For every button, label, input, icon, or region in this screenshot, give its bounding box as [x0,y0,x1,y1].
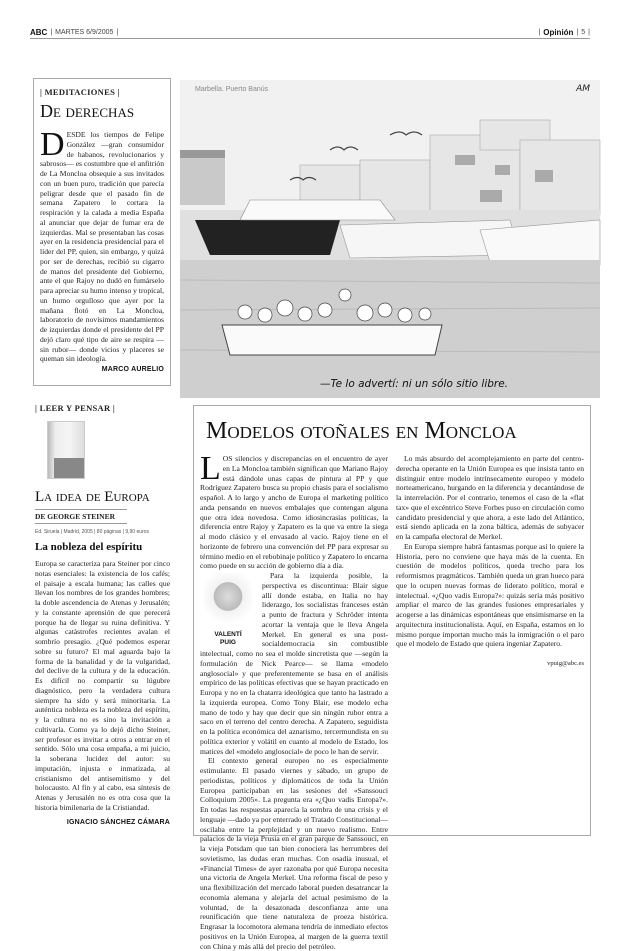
column-body: DESDE los tiempos de Felipe González —gran consumidor de habanos, revolucionarios y sabrosos— es costumbre que el anfitrión de La Moncloa obsequie a sus invitados con un buen puro, tradición que parecía peligrar desde que el pasado fin de semana Zapatero le cortara la respiración y la calada a media España al anunciar que dejar de fumar era de izquierdas. Mal se presentaban las cosas ayer en la residencia presidencial para el líder del PP, quien, sin embargo, y quizá por ser de derechas, recibió su cigarro de manos del presidente del Gobierno, ante el que Rajoy no dudó en fumárselo para apreciar su humo intenso y tropical, un humo orgulloso que ayer por la mañana flotó en La Moncloa, laboratorio de novísimos mandamientos de izquierdas donde el presidente del PP dejó claro qué tipo de aire se respira —sin rubor— donde vicios y placeres se queman sin ideología. [40,126,164,364]
section-kicker: | MEDITACIONES | [40,87,120,97]
review-body: Europa se caracteriza para Steiner por cinco notas esenciales: la existencia de los cafés; el paisaje a escala humana; las calles que llevan los nombres de los grandes hombres; la doble ascendencia de Atenas y Jerusalén; y la constante aprensión de que perecerá porque ha de llegar su ruina definitiva. Y algunas catástrofes recientes avalan el sombrío presagio. ¿Qué podemos esperar sobre su futuro? El mal aguarda bajo la forma de la banalidad y de la vulgaridad, del declive de la cultura y de la educación. Es difícil no compartir su lúgubre diagnóstico, pero la verdadera cultura siempre ha sido y será minoritaria. La auténtica nobleza es la nobleza del espíritu, y la cultura no es sino la invitación a cultivarla. Como ya lo dejó dicho Steiner, ser profesor es invitar a otros a entrar en el sentido. Sólo una cosa empaña, a mi juicio, la soberana lucidez del autor: su imputación, injusta e inmatizada, al cristianismo del antisemitismo y del holocausto. Al fin y al cabo, esa síntesis de Atenas y Jerusalén no es otra cosa que la historia bimilenaria de la Cristiandad. [35,559,170,812]
cartoon [180,80,600,398]
section-name: Opinión [543,28,574,37]
date: MARTES 6/9/2005 [55,29,114,36]
cartoonist-signature: AM [576,84,590,94]
column-author: MARCO AURELIO [101,366,164,373]
main-article [193,405,591,951]
page-number: 5 [581,29,586,36]
book-author: DE GEORGE STEINER [35,509,127,524]
article-column-1: LOS silencios y discrepancias en el encuentro de ayer en La Moncloa también significan que Mariano Rajoy está dándole unas capas de pintura al PP y que Rodríguez Zapatero busca su propio chasis para el socialismo español. A lo largo y ancho de Europa el marketing político anda pensando en nuevos embalajes que contengan alguna que otra idea novedosa. Como idiosincrasias políticas, la diferencia entre Rajoy y Zapatero es la que va entre la siega al modo clásico y el envasado al vacío. Rajoy tiene en el horizonte de febrero una convención del PP para expresar su término medio en el rebobinaje político y Zapatero lo encarna como puede en su acción de gobierno día a día. VALENTÍ PUIG Para la izquierda posible, la perspectiva es discontinua: Blair sigue allí donde estaba, en Italia no hay liderazgo, los socialistas franceses están a punto de fractura y Schröder intenta acortar la ventaja que le lleva Angela Merkel. En general es una post-socialdemocracia sin combustible intelectual, como no sea el molde sincretista que —según la formulación de Nick Pearce— se llama «modelo anglosocial» y que preferentemente se basa en el análisis empírico de las políticas efectivas que se hayan practicado en Europa y no en la chatarra ideológica que tanto ha lastrado a la izquierda europea. Como Tony Blair, ese modelo echa mano de todo y hay que decir que sin ningún rubor entra a saco en el terreno del centro derecha. A Zapatero, seguidista en la política económica del aznarismo, tercermundista en su política exterior y volátil en cuanto al modelo de Estado, los matices del «modelo anglosocial» de poco le han de servir. El contexto general europeo no es especialmente estimulante. El pasado viernes y sábado, un grupo de periodistas, políticos y diplomáticos de toda la Unión Europea participaban en las sesiones del «Sanssouci Colloquium 2005». La pregunta era «¿Quo vadis Europa?». En todas las respuestas aparecía la sombra de una crisis y el lenguaje —dado ya por enterrado el Tratado Constitucional— oscilaba entre la perplejidad y un nuevo realismo. Entre palacios de la vieja Prusia en el gran parque de Sanssouci, en la vieja Potsdam que tan bien conociera las herrumbres del sovietismo, las dudas eran muchas. Con osadía inusual, el «Financial Times» de ayer razonaba por qué Europa necesita una victoria de Angela Merkel. Una reforma fiscal de peso y una flexibilización del mercado laboral pueden desatrancar la economía alemana y alejarla del actual pesimismo de la voluntad, de la desazonada desconfianza ante una reunificación que tiene naturaleza de proeza histórica. Engrasar la locomotora alemana tendría de inmediato efectos positivos en la Unión Europea, al margen de la guerra textil con China y más allá del precio del petróleo. [200,450,388,951]
cartoon-illustration [180,80,600,398]
meditaciones-column [33,78,171,386]
author-name: VALENTÍ PUIG [214,631,242,646]
article-title: Modelos otoñales en Moncloa [206,418,517,444]
review-author: IGNACIO SÁNCHEZ CÁMARA [66,818,170,826]
drop-cap: D [40,126,65,163]
brand: ABC [30,28,48,37]
section-kicker: | LEER Y PENSAR | [35,403,116,413]
review-headline: La nobleza del espíritu [35,541,143,553]
column-title: De derechas [40,101,135,121]
page-header-right: | Opinión | 5 | [538,28,590,37]
book-title: La idea de Europa [35,489,150,505]
author-email[interactable]: vpuig@abc.es [547,660,584,667]
page-header-left: ABC | MARTES 6/9/2005 | [30,28,119,37]
article-column-2: Lo más absurdo del acomplejamiento en parte del centro-derecha operante en la Unión Europea es que insista tanto en distinguir entre modelo intrínsecamente europeo y modelo norteamericano, hurgando en la diferencia y decantándose de la interrelación. Por el contrario, tenemos el caso de la «flat tax» que el excéntrico Steve Forbes puso en circulación como candidato presidencial y que ahora, a este lado del Atlántico, está siendo aplicada en la zona báltica, además de subyacer en la campaña electoral de Merkel. En Europa siempre habrá fantasmas porque así lo quiere la Historia, pero no conviene que haya más de la cuenta. En cuestión de modelos políticos, queda trecho para los reformismos pragmáticos. También queda un gran hueco para que lo ocupen nuevas formas de liderato político, moral e intelectual. «¿Quo vadis Europa?»: quizás sería más positivo ampliar el marco de las grandes fusiones empresariales y acogerse a las dinámicas espontáneas que ensimismarse en la arquitectura institucionalista. Aquí, en España, estamos en lo mismo porque importan mucho más la inmigración o el paro que el modelo de Estado que quiera ingeniar Zapatero. vpuig@abc.es [396,454,584,667]
book-info: Ed. Siruela | Madrid, 2005 | 80 páginas | 9,90 euros [35,529,149,535]
author-photo [204,573,252,629]
book-cover-image [47,421,85,479]
cartoon-caption: —Te lo advertí: ni un sólo sitio libre. [320,378,509,390]
photo-location: Marbella. Puerto Banús [195,86,269,93]
drop-cap: L [200,450,221,487]
header-rule [30,38,590,39]
author-photo-block [200,571,256,647]
leer-y-pensar-column [35,403,170,826]
